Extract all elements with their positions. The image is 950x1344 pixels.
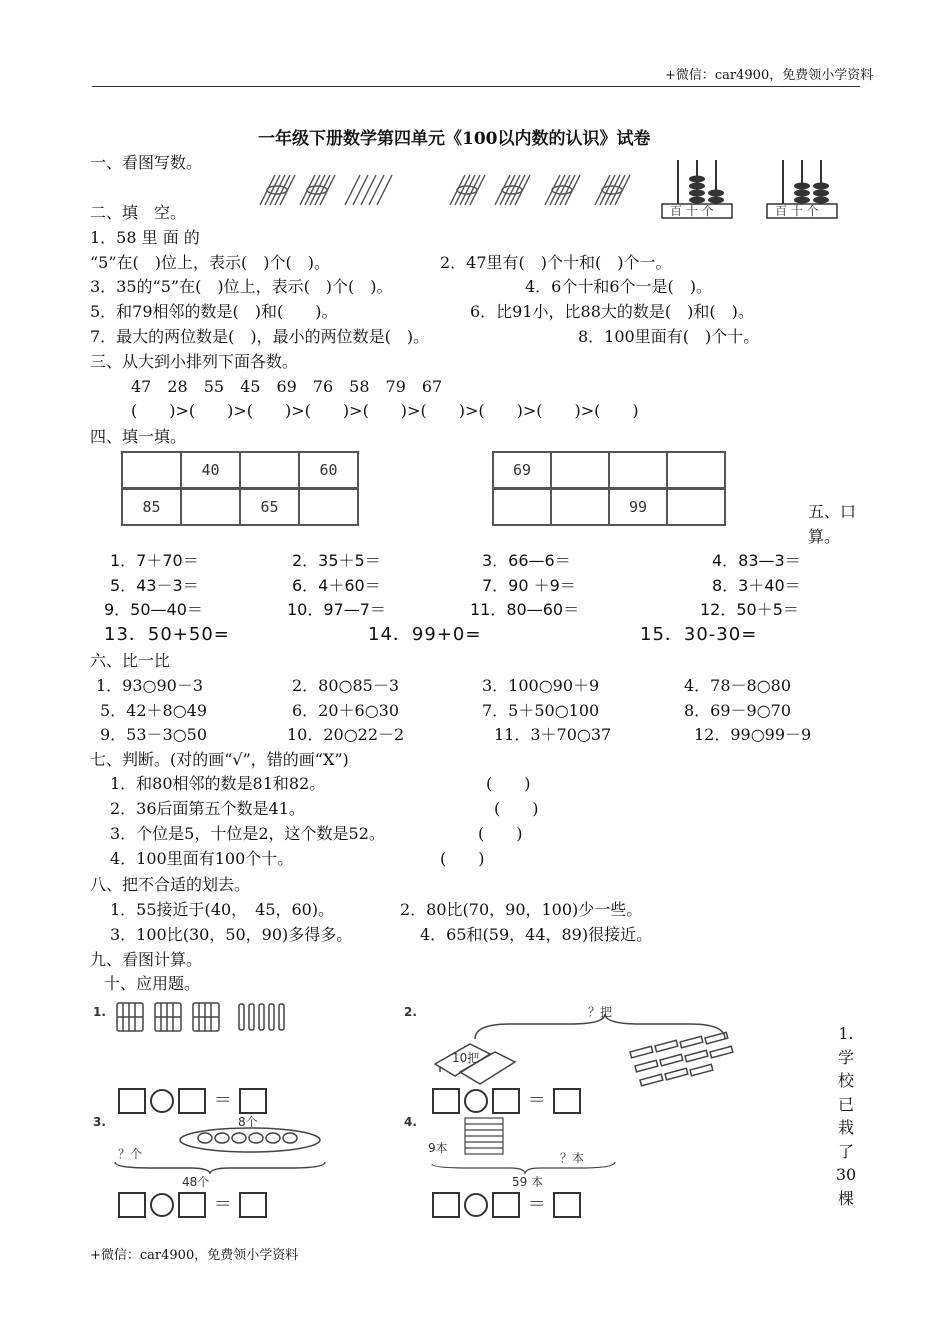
number-grid-3 <box>492 451 726 489</box>
picture-2-number: 2. <box>404 1005 417 1019</box>
oral-item: 5．43－3＝ <box>110 576 199 595</box>
judge-item: 4．100里面有100个十。 <box>110 849 294 868</box>
grid-cell: 85 <box>123 490 182 524</box>
number-grid-4 <box>492 488 726 526</box>
apply-char: 1. <box>838 1024 854 1043</box>
grid-cell: 69 <box>494 453 552 487</box>
answer-box[interactable] <box>178 1088 206 1114</box>
answer-box[interactable] <box>118 1088 146 1114</box>
answer-box[interactable] <box>492 1192 520 1218</box>
operator-circle[interactable] <box>464 1193 488 1217</box>
oral-item: 15．30-30= <box>640 624 758 645</box>
apply-char: 30 <box>835 1165 857 1184</box>
compare-item: 1．93○90－3 <box>96 676 204 695</box>
grid-cell <box>668 453 724 487</box>
grid-cell <box>182 490 241 524</box>
section-1-heading: 一、看图写数。 <box>90 153 203 172</box>
fill-q4: 4．6个十和6个一是( )。 <box>525 277 713 296</box>
grid-cell <box>552 453 610 487</box>
oral-item: 14．99+0= <box>368 624 482 645</box>
compare-item: 8．69－9○70 <box>684 701 792 720</box>
fill-q3: 3．35的“5”在( )位上，表示( )个( )。 <box>90 277 393 296</box>
order-numbers: 47 28 55 45 69 76 58 79 67 <box>131 377 443 396</box>
oral-item: 3．66—6＝ <box>482 551 571 570</box>
judge-mark: ( ) <box>486 774 531 793</box>
compare-item: 6．20＋6○30 <box>292 701 400 720</box>
oral-item: 7．90 ＋9＝ <box>482 576 576 595</box>
picture-4-books <box>430 1112 620 1174</box>
oral-item: 13．50+50= <box>104 624 230 645</box>
section-10-heading: 十、应用题。 <box>104 974 201 993</box>
stick-bundles-image <box>255 170 645 210</box>
picture-3-equation: ＝ <box>116 1190 269 1218</box>
grid-cell: 40 <box>182 453 241 487</box>
picture-3-question: ？个 <box>118 1147 143 1161</box>
picture-3-number: 3. <box>93 1115 106 1129</box>
fill-q1: “5”在( )位上，表示( )个( )。 <box>90 253 330 272</box>
oral-item: 6．4＋60＝ <box>292 576 381 595</box>
answer-box[interactable] <box>118 1192 146 1218</box>
bundle-group-right <box>450 175 630 205</box>
pencil-pack-label: 10把 <box>452 1051 480 1065</box>
answer-box[interactable] <box>432 1088 460 1114</box>
order-blanks: ( )>( )>( )>( )>( )>( )>( )>( )>( ) <box>131 401 639 420</box>
oral-item: 2．35＋5＝ <box>292 551 381 570</box>
section-8-heading: 八、把不合适的划去。 <box>90 875 251 894</box>
fill-q8: 8．100里面有( )个十。 <box>578 327 760 346</box>
oral-item: 12．50＋5＝ <box>700 600 799 619</box>
operator-circle[interactable] <box>150 1193 174 1217</box>
bundle-group-left <box>260 175 392 205</box>
judge-mark: ( ) <box>440 849 485 868</box>
fill-q5: 5．和79相邻的数是( )和( )。 <box>90 302 338 321</box>
picture-2-question: ？把 <box>588 1005 613 1019</box>
operator-circle[interactable] <box>464 1089 488 1113</box>
picture-3-total: 48个 <box>182 1175 210 1189</box>
oral-item: 11．80—60＝ <box>470 600 580 619</box>
answer-box[interactable] <box>492 1088 520 1114</box>
application-question-1 <box>834 1022 858 1210</box>
apply-char: 校 <box>837 1071 854 1090</box>
oral-item: 10．97—7＝ <box>287 600 386 619</box>
grid-cell: 65 <box>241 490 300 524</box>
section-3-heading: 三、从大到小排列下面各数。 <box>90 352 299 371</box>
oral-item: 1．7＋70＝ <box>110 551 199 570</box>
grid-cell <box>123 453 182 487</box>
compare-item: 2．80○85－3 <box>292 676 400 695</box>
picture-2-equation: ＝ <box>430 1086 583 1114</box>
oral-item: 4．83—3＝ <box>712 551 801 570</box>
number-grid-2 <box>121 488 359 526</box>
grid-cell <box>494 490 552 524</box>
cross-item: 4．65和(59，44，89)很接近。 <box>420 925 653 944</box>
abacus-left-label: 百 十 个 <box>670 204 714 218</box>
compare-item: 3．100○90＋9 <box>482 676 600 695</box>
section-6-heading: 六、比一比 <box>90 651 171 670</box>
section-7-heading: 七、判断。(对的画“√”，错的画“X”) <box>90 750 349 769</box>
picture-4-question: ？本 <box>560 1151 585 1165</box>
compare-item: 7．5＋50○100 <box>482 701 600 720</box>
apply-char: 棵 <box>837 1188 854 1208</box>
header-rule <box>92 86 860 87</box>
section-9-heading: 九、看图计算。 <box>90 950 203 969</box>
compare-item: 12．99○99－9 <box>694 725 812 744</box>
picture-4-number: 4. <box>404 1115 417 1129</box>
operator-circle[interactable] <box>150 1089 174 1113</box>
apply-char: 已 <box>837 1094 854 1114</box>
judge-mark: ( ) <box>478 824 523 843</box>
page-title: 一年级下册数学第四单元《100以内数的认识》试卷 <box>258 129 651 149</box>
fill-q7: 7．最大的两位数是( )，最小的两位数是( )。 <box>90 327 430 346</box>
fill-q6: 6．比91小，比88大的数是( )和( )。 <box>470 302 754 321</box>
grid-cell <box>300 490 357 524</box>
fill-line-1: 1．58 里 面 的 <box>90 228 200 247</box>
apply-char: 栽 <box>837 1118 854 1137</box>
picture-3-top-label: 8个 <box>238 1115 258 1129</box>
grid-cell <box>668 490 724 524</box>
picture-4-left-label: 9本 <box>428 1141 448 1155</box>
section-4-heading: 四、填一填。 <box>90 427 187 446</box>
picture-4-equation: ＝ <box>430 1190 583 1218</box>
picture-2-pencils <box>430 1014 780 1094</box>
judge-mark: ( ) <box>494 799 539 818</box>
compare-item: 9．53－3○50 <box>100 725 208 744</box>
answer-box[interactable] <box>553 1088 581 1114</box>
section-5-heading-a: 五、口 <box>808 502 857 521</box>
picture-1-equation: ＝ <box>116 1086 269 1114</box>
page-header: +微信：car4900，免费领小学资料 <box>665 68 874 83</box>
fill-q2: 2．47里有( )个十和( )个一。 <box>440 253 672 272</box>
oral-item: 9．50—40＝ <box>104 600 203 619</box>
cross-item: 1．55接近于(40， 45，60)。 <box>110 900 335 919</box>
judge-item: 2．36后面第五个数是41。 <box>110 799 305 818</box>
grid-cell <box>610 453 668 487</box>
compare-item: 11．3＋70○37 <box>494 725 612 744</box>
picture-1-number: 1. <box>93 1005 106 1019</box>
answer-box[interactable] <box>239 1192 267 1218</box>
compare-item: 4．78－8○80 <box>684 676 792 695</box>
page-footer: +微信：car4900，免费领小学资料 <box>90 1248 299 1263</box>
judge-item: 1．和80相邻的数是81和82。 <box>110 774 326 793</box>
apply-char: 了 <box>837 1141 854 1161</box>
apply-char: 学 <box>837 1047 854 1067</box>
picture-1-sticks <box>115 1000 295 1034</box>
cross-item: 2．80比(70，90，100)少一些。 <box>400 900 643 919</box>
answer-box[interactable] <box>432 1192 460 1218</box>
picture-3-plate <box>110 1124 330 1174</box>
picture-4-total: 59 本 <box>512 1175 544 1189</box>
compare-item: 10．20○22－2 <box>287 725 405 744</box>
oral-item: 8．3＋40＝ <box>712 576 801 595</box>
abacus-right-label: 百 十 个 <box>775 204 819 218</box>
number-grid-1 <box>121 451 359 489</box>
cross-item: 3．100比(30，50，90)多得多。 <box>110 925 353 944</box>
section-5-heading-b: 算。 <box>808 527 841 546</box>
grid-cell <box>241 453 300 487</box>
answer-box[interactable] <box>178 1192 206 1218</box>
grid-cell: 99 <box>610 490 668 524</box>
judge-item: 3．个位是5，十位是2，这个数是52。 <box>110 824 385 843</box>
section-2-heading: 二、填 空。 <box>90 203 187 222</box>
compare-item: 5．42＋8○49 <box>100 701 208 720</box>
answer-box[interactable] <box>553 1192 581 1218</box>
grid-cell <box>552 490 610 524</box>
grid-cell: 60 <box>319 461 338 479</box>
